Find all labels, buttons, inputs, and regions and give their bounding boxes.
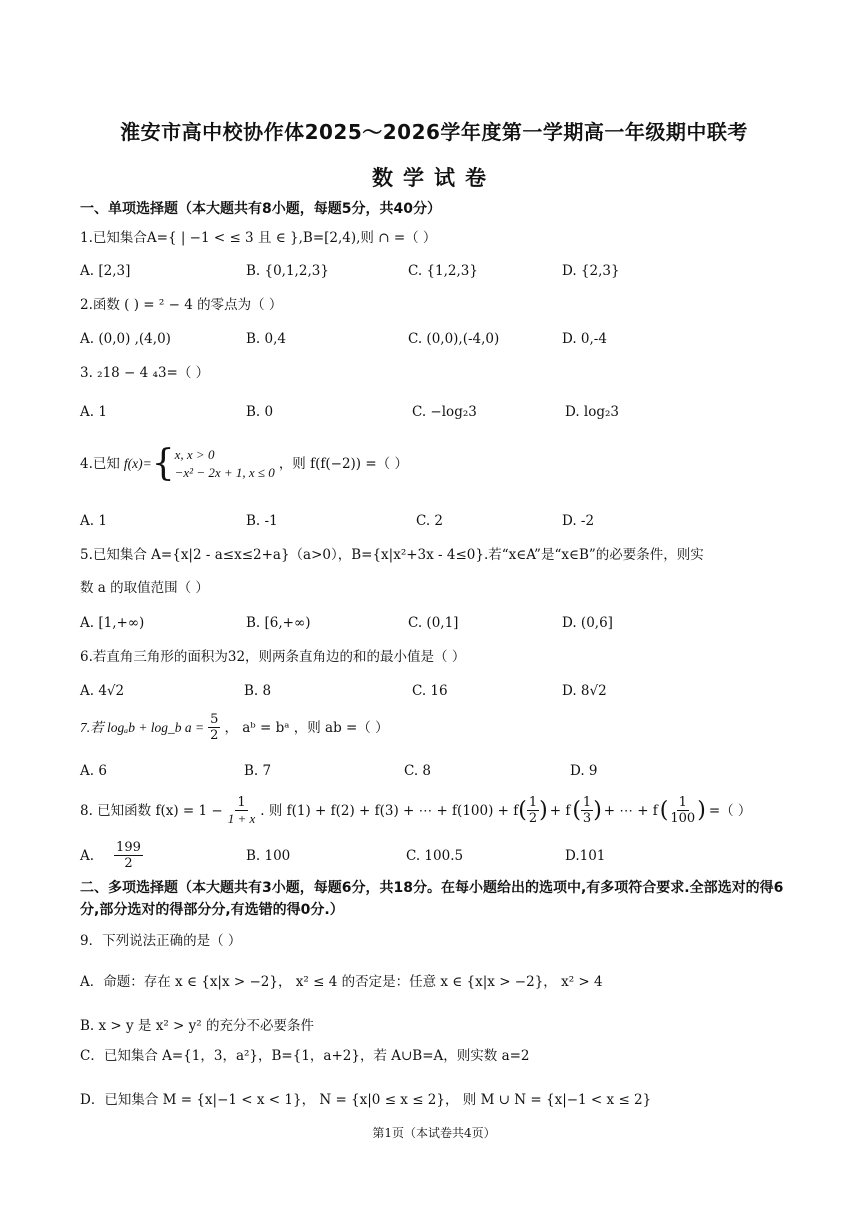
q6-option-d: D. 8√2 — [562, 683, 607, 699]
q8-hundredth-den: 100 — [670, 811, 696, 826]
close-paren-icon: ) — [697, 797, 706, 823]
q8-frac-num: 1 — [237, 795, 246, 810]
q7-option-c: C. 8 — [404, 763, 432, 779]
q8-half-fraction — [527, 795, 539, 826]
q6-option-b: B. 8 — [244, 683, 272, 699]
open-paren-icon: ( — [659, 797, 669, 823]
q4-option-c: C. 2 — [416, 513, 444, 529]
q7-fraction — [208, 712, 220, 743]
question-3-stem: 3. ₂18 − 4 ₄3=（ ） — [80, 365, 210, 381]
q2-option-c: C. (0,0),(-4,0) — [408, 331, 500, 347]
q9-option-a: A．命题：存在 x ∈ {x|x > −2}， x² ≤ 4 的否定是：任意 x ∈ {x|x > −2}， x² > 4 — [80, 974, 603, 990]
q8-hundredth-num: 1 — [678, 795, 687, 810]
q5-option-b: B. [6,+∞) — [246, 615, 311, 631]
q8-option-a-fraction — [114, 840, 143, 871]
q8-option-c: C. 100.5 — [406, 848, 464, 864]
q4-piecewise — [151, 443, 275, 484]
question-8-stem — [80, 795, 751, 826]
q6-option-c: C. 16 — [412, 683, 448, 699]
q2-option-d: D. 0,-4 — [562, 331, 607, 347]
q2-option-a: A. (0,0) ,(4,0) — [80, 331, 171, 347]
q7-option-d: D. 9 — [570, 763, 598, 779]
question-5-line-1: 5.已知集合 A={x|2 - a≤x≤2+a}（a>0），B={x|x²+3x - 4≤0}.若“x∈A”是“x∈B”的必要条件，则实 — [80, 547, 704, 563]
question-9-stem: 9．下列说法正确的是（ ） — [80, 933, 242, 949]
q4-suffix: ，则 f(f(−2)) =（ ） — [278, 456, 408, 472]
q8-frac-den: 1 + x — [227, 811, 256, 826]
q7-frac-num: 5 — [210, 712, 219, 727]
q9-option-b: B. x > y 是 x² > y² 的充分不必要条件 — [80, 1018, 314, 1034]
page-footer: 第1页（本试卷共4页） — [372, 1126, 496, 1140]
q8-plus-f: + f — [549, 802, 571, 819]
q9-option-d: D．已知集合 M = {x|−1 < x < 1}， N = {x|0 ≤ x ≤ 2}， 则 M ∪ N = {x|−1 < x ≤ 2} — [80, 1092, 652, 1108]
q4-option-d: D. -2 — [562, 513, 595, 529]
close-paren-icon: ) — [539, 797, 548, 823]
q7-option-b: B. 7 — [244, 763, 272, 779]
q4-option-a: A. 1 — [80, 513, 107, 529]
q1-option-a: A. [2,3] — [80, 263, 131, 279]
q8-half-num: 1 — [528, 795, 538, 810]
q8-suffix: =（ ） — [708, 802, 752, 819]
question-4-stem — [80, 443, 408, 484]
open-paren-icon: ( — [518, 797, 527, 823]
q4-case-2: −x² − 2x + 1, x ≤ 0 — [174, 465, 275, 480]
q8-option-a-num: 199 — [116, 840, 141, 855]
q3-option-c: C. −log₂3 — [412, 404, 477, 420]
q7-prefix: 7.若 logₐb + log_b a = — [80, 719, 205, 735]
section-2-heading: 二、多项选择题（本大题共有3小题，每题6分，共18分。在每小题给出的选项中,有多项符合要求.全部选对的得6分,部分选对的得部分分,有选错的得0分.） — [80, 880, 784, 918]
q4-case-1: x, x > 0 — [174, 447, 215, 462]
q7-frac-den: 2 — [210, 728, 219, 743]
q8-third-fraction — [581, 795, 593, 826]
question-7-stem — [80, 712, 389, 743]
q8-hundredth-fraction — [668, 795, 697, 826]
left-brace-icon: { — [151, 443, 175, 484]
q1-option-b: B. {0,1,2,3} — [246, 263, 329, 279]
q8-prefix: 8. 已知函数 f(x) = 1 − — [80, 802, 223, 819]
q8-dots-f: + ⋯ + f — [603, 802, 658, 819]
q8-third-num: 1 — [582, 795, 592, 810]
q5-option-c: C. (0,1] — [408, 615, 459, 631]
q1-option-c: C. {1,2,3} — [408, 263, 478, 279]
q8-fraction — [226, 795, 258, 826]
q5-option-a: A. [1,+∞) — [80, 615, 145, 631]
section-1-heading: 一、单项选择题（本大题共有8小题，每题5分，共40分） — [80, 201, 441, 217]
q7-suffix: ， aᵇ = bᵃ ，则 ab =（ ） — [224, 719, 389, 736]
q8-half-den: 2 — [528, 811, 538, 826]
q7-option-a: A. 6 — [80, 763, 107, 779]
q4-option-b: B. -1 — [246, 513, 278, 529]
q1-option-d: D. {2,3} — [562, 263, 620, 279]
exam-title: 淮安市高中校协作体2025～2026学年度第一学期高一年级期中联考 — [120, 120, 748, 144]
q8-option-b: B. 100 — [246, 848, 291, 864]
q8-option-a-den: 2 — [124, 856, 133, 871]
question-6-stem: 6.若直角三角形的面积为32，则两条直角边的和的最小值是（ ） — [80, 649, 466, 665]
close-paren-icon: ) — [593, 797, 602, 823]
open-paren-icon: ( — [572, 797, 581, 823]
exam-subtitle: 数学试卷 — [372, 166, 496, 190]
q8-third-den: 3 — [582, 811, 592, 826]
q4-prefix: 4.已知 — [80, 456, 120, 472]
q3-option-b: B. 0 — [246, 404, 274, 420]
q3-option-a: A. 1 — [80, 404, 107, 420]
question-2-stem: 2.函数 ( ) = ² − 4 的零点为（ ） — [80, 297, 283, 313]
q5-option-d: D. (0,6] — [562, 615, 613, 631]
question-1-stem: 1.已知集合A={ | −1 < ≤ 3 且 ∈ },B=[2,4),则 ∩ =（ ） — [80, 230, 437, 246]
q8-middle: . 则 f(1) + f(2) + f(3) + ⋯ + f(100) + f — [260, 802, 519, 819]
question-5-line-2: 数 a 的取值范围（ ） — [80, 580, 209, 596]
q8-option-a-label: A. — [80, 847, 95, 864]
q8-option-a — [80, 840, 143, 871]
q4-function-name: f(x)= — [123, 456, 152, 471]
q8-option-d: D.101 — [565, 848, 606, 864]
q9-option-c: C．已知集合 A={1，3，a²}，B={1，a+2}，若 A∪B=A，则实数 a=2 — [80, 1048, 530, 1064]
q3-option-d: D. log₂3 — [565, 404, 620, 420]
q2-option-b: B. 0,4 — [246, 331, 286, 347]
q6-option-a: A. 4√2 — [80, 683, 125, 699]
